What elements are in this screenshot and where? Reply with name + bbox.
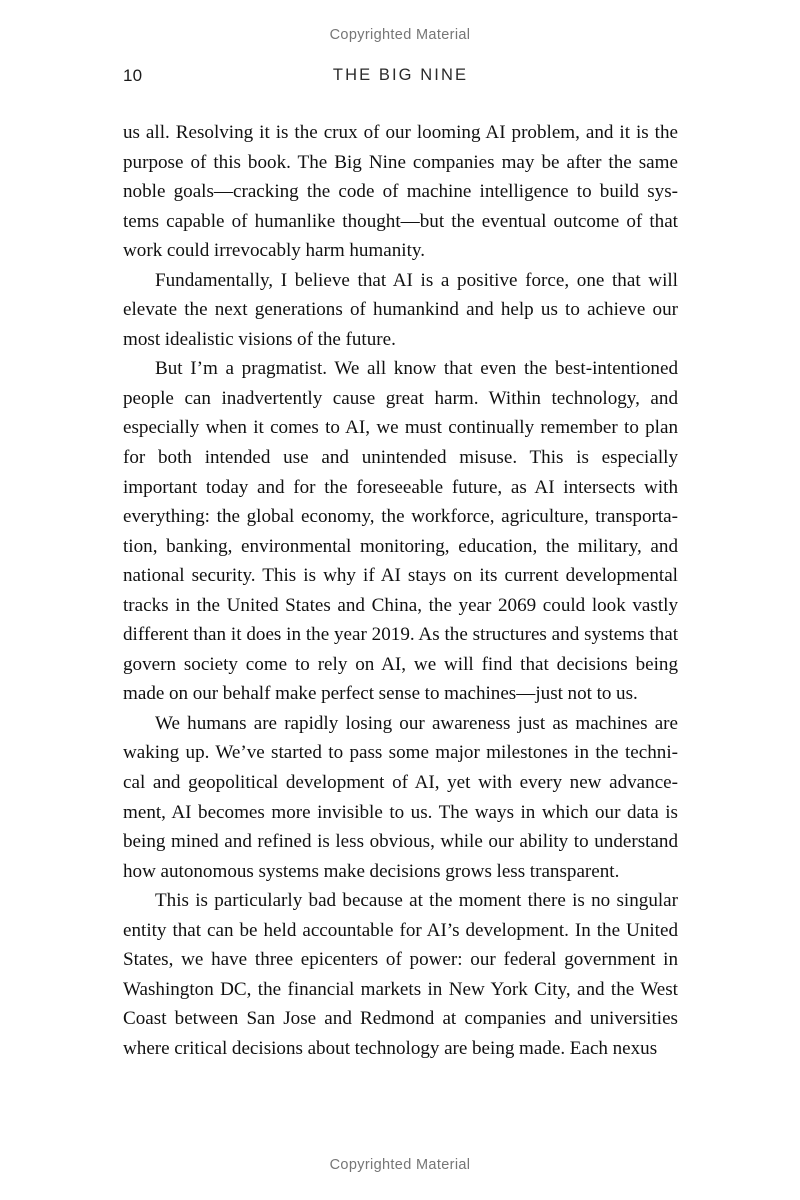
paragraph: But I’m a pragmatist. We all know that even the best-intentioned people can inadvertently cause great harm. Within technology, and especially when it comes to AI, we must continually remember to plan for both intended use and unintended misuse. This is especially important today and for the foreseeable future, as AI intersects with everything: the global economy, the workforce, agriculture, transporta-tion, banking, environmental monitoring, education, the military, and national security. This is why if AI stays on its current developmental tracks in the United States and China, the year 2069 could look vastly different than it does in the year 2019. As the structures and systems that govern society come to rely on AI, we will find that decisions being made on our behalf make perfect sense to machines—just not to us.: [123, 358, 678, 705]
page-number: 10: [123, 66, 143, 85]
watermark-top: Copyrighted Material: [329, 27, 471, 43]
paragraph: This is particularly bad because at the moment there is no singular entity that can be held accountable for AI’s development. In the United States, we have three epicenters of power: our federal government in Washington DC, the financial markets in New York City, and the West Coast between San Jose and Redmond at companies and universities where critical decisions about technology are being made. Each nexus: [123, 890, 678, 1059]
paragraph: us all. Resolving it is the crux of our looming AI problem, and it is the purpose of this book. The Big Nine companies may be after the same noble goals—cracking the code of machine intelligence to build sys-tems capable of humanlike thought—but the eventual outcome of that work could irrevocably harm humanity.: [123, 122, 678, 262]
book-title: THE BIG NINE: [332, 66, 469, 84]
paragraph: We humans are rapidly losing our awareness just as machines are waking up. We’ve started to pass some major milestones in the techni-cal and geopolitical development of AI, yet with every new advance-ment, AI becomes more invisible to us. The ways in which our data is being mined and refined is less obvious, while our ability to understand how autonomous systems make decisions grows less transparent.: [123, 712, 678, 882]
watermark-bottom: Copyrighted Material: [329, 1157, 471, 1173]
body-text: [123, 118, 678, 1064]
running-head: [123, 66, 678, 92]
paragraph: Fundamentally, I believe that AI is a positive force, one that will elevate the next generations of humankind and help us to achieve our most idealistic visions of the future.: [123, 269, 678, 350]
